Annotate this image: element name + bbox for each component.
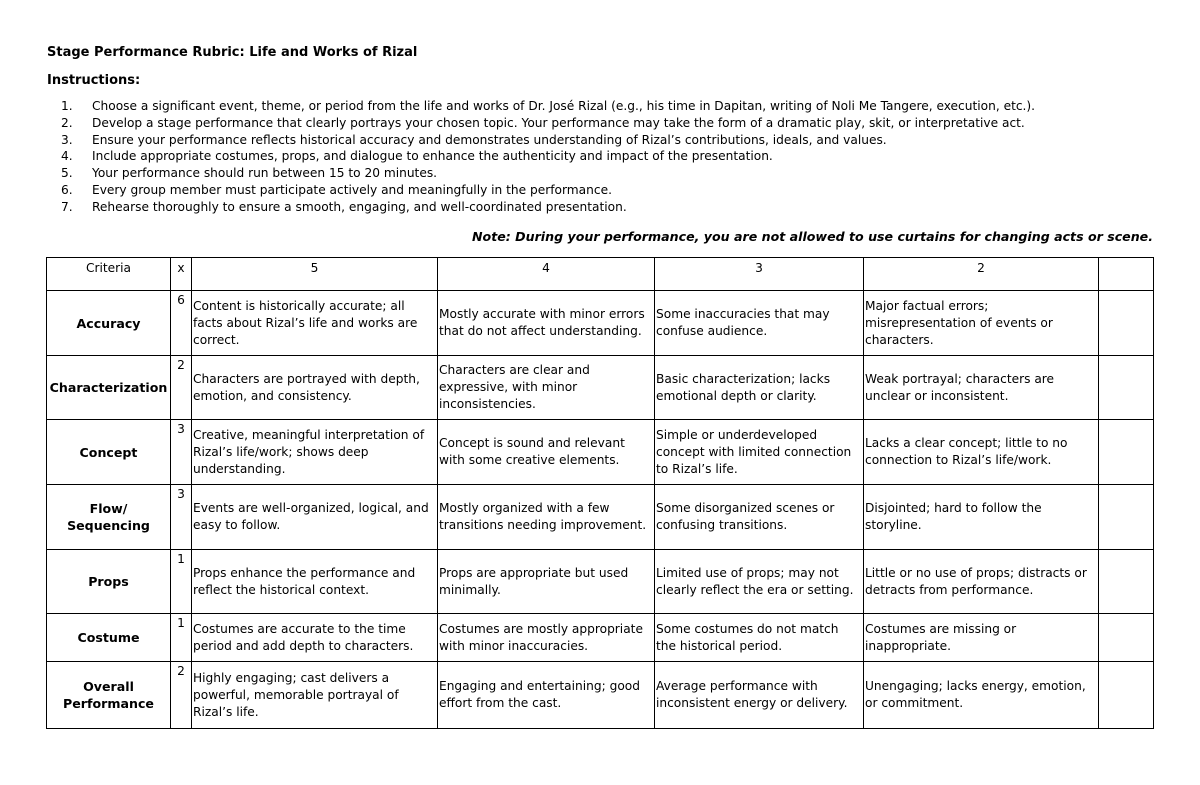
weight-cell: 3 [171,420,192,485]
instruction-item [47,115,1035,132]
table-row [47,291,1154,356]
instruction-text: Rehearse thoroughly to ensure a smooth, engaging, and well-coordinated presentation. [92,199,627,214]
score-4-cell: Mostly accurate with minor errors that do not affect understanding. [438,291,655,356]
rubric-table [46,257,1154,729]
weight-cell: 6 [171,291,192,356]
instruction-text: Include appropriate costumes, props, and dialogue to enhance the authenticity and impact of the presentation. [92,149,773,164]
instructions-list [47,98,1035,216]
score-5-cell: Highly engaging; cast delivers a powerful, memorable portrayal of Rizal’s life. [192,662,438,729]
score-3-cell: Average performance with inconsistent energy or delivery. [655,662,864,729]
performance-note: Note: During your performance, you are not allowed to use curtains for changing acts or scene. [472,229,1153,244]
score-5-cell: Characters are portrayed with depth, emotion, and consistency. [192,356,438,420]
instruction-number: 7. [61,199,73,214]
criteria-cell: Props [47,550,171,614]
instruction-text: Develop a stage performance that clearly portrays your chosen topic. Your performance may take the form of a dramatic play, skit, or interpretative act. [92,115,1025,130]
instruction-text: Choose a significant event, theme, or period from the life and works of Dr. José Rizal (e.g., his time in Dapitan, writing of Noli Me Tangere, execution, etc.). [92,99,1036,113]
score-5-cell: Costumes are accurate to the time period and add depth to characters. [192,614,438,662]
score-blank-cell [1099,614,1154,662]
score-5-cell: Events are well-organized, logical, and easy to follow. [192,485,438,550]
score-blank-cell [1099,420,1154,485]
score-3-cell: Some costumes do not match the historical period. [655,614,864,662]
score-2-cell: Weak portrayal; characters are unclear or inconsistent. [864,356,1099,420]
score-blank-cell [1099,662,1154,729]
score-5-cell: Content is historically accurate; all facts about Rizal’s life and works are correct. [192,291,438,356]
score-blank-cell [1099,485,1154,550]
score-blank-cell [1099,291,1154,356]
score-4-cell: Concept is sound and relevant with some creative elements. [438,420,655,485]
score-5-cell: Creative, meaningful interpretation of Rizal’s life/work; shows deep understanding. [192,420,438,485]
document-title: Stage Performance Rubric: Life and Works of Rizal [47,45,418,60]
header-blank [1099,258,1154,291]
instruction-number: 4. [61,149,73,164]
score-2-cell: Disjointed; hard to follow the storyline. [864,485,1099,550]
instruction-number: 6. [61,182,73,197]
score-5-cell: Props enhance the performance and reflect the historical context. [192,550,438,614]
score-3-cell: Simple or underdeveloped concept with limited connection to Rizal’s life. [655,420,864,485]
weight-cell: 1 [171,614,192,662]
weight-cell: 1 [171,550,192,614]
score-blank-cell [1099,356,1154,420]
weight-cell: 2 [171,356,192,420]
score-2-cell: Costumes are missing or inappropriate. [864,614,1099,662]
header-score-5: 5 [192,258,438,291]
table-row [47,662,1154,729]
header-score-3: 3 [655,258,864,291]
score-2-cell: Major factual errors; misrepresentation of events or characters. [864,291,1099,356]
criteria-cell: Accuracy [47,291,171,356]
score-2-cell: Lacks a clear concept; little to no connection to Rizal’s life/work. [864,420,1099,485]
criteria-cell: Costume [47,614,171,662]
instruction-number: 3. [61,132,73,147]
score-4-cell: Engaging and entertaining; good effort from the cast. [438,662,655,729]
score-blank-cell [1099,550,1154,614]
score-3-cell: Basic characterization; lacks emotional depth or clarity. [655,356,864,420]
score-2-cell: Little or no use of props; distracts or detracts from performance. [864,550,1099,614]
instruction-number: 5. [61,166,73,181]
table-row [47,614,1154,662]
instruction-item [47,199,1035,216]
instruction-text: Ensure your performance reflects historical accuracy and demonstrates understanding of Rizal’s contributions, ideals, and values. [92,132,887,147]
score-2-cell: Unengaging; lacks energy, emotion, or commitment. [864,662,1099,729]
table-row [47,485,1154,550]
score-4-cell: Characters are clear and expressive, with minor inconsistencies. [438,356,655,420]
header-weight: x [171,258,192,291]
instruction-item [47,148,1035,165]
instruction-text: Your performance should run between 15 to 20 minutes. [92,166,438,181]
criteria-cell: Overall Performance [47,662,171,729]
instruction-item [47,98,1035,115]
instruction-text: Every group member must participate actively and meaningfully in the performance. [92,182,612,197]
score-4-cell: Props are appropriate but used minimally. [438,550,655,614]
table-header-row [47,258,1154,291]
header-score-2: 2 [864,258,1099,291]
score-4-cell: Mostly organized with a few transitions needing improvement. [438,485,655,550]
weight-cell: 3 [171,485,192,550]
header-criteria: Criteria [47,258,171,291]
table-row [47,550,1154,614]
criteria-cell: Flow/ Sequencing [47,485,171,550]
instruction-item [47,132,1035,149]
instruction-number: 2. [61,115,73,130]
criteria-cell: Characterization [47,356,171,420]
criteria-cell: Concept [47,420,171,485]
table-row [47,420,1154,485]
score-3-cell: Some inaccuracies that may confuse audience. [655,291,864,356]
weight-cell: 2 [171,662,192,729]
score-3-cell: Limited use of props; may not clearly reflect the era or setting. [655,550,864,614]
score-3-cell: Some disorganized scenes or confusing transitions. [655,485,864,550]
table-row [47,356,1154,420]
header-score-4: 4 [438,258,655,291]
instruction-item [47,182,1035,199]
score-4-cell: Costumes are mostly appropriate with minor inaccuracies. [438,614,655,662]
instruction-number: 1. [61,99,73,113]
instruction-item [47,165,1035,182]
instructions-heading: Instructions: [47,73,141,88]
